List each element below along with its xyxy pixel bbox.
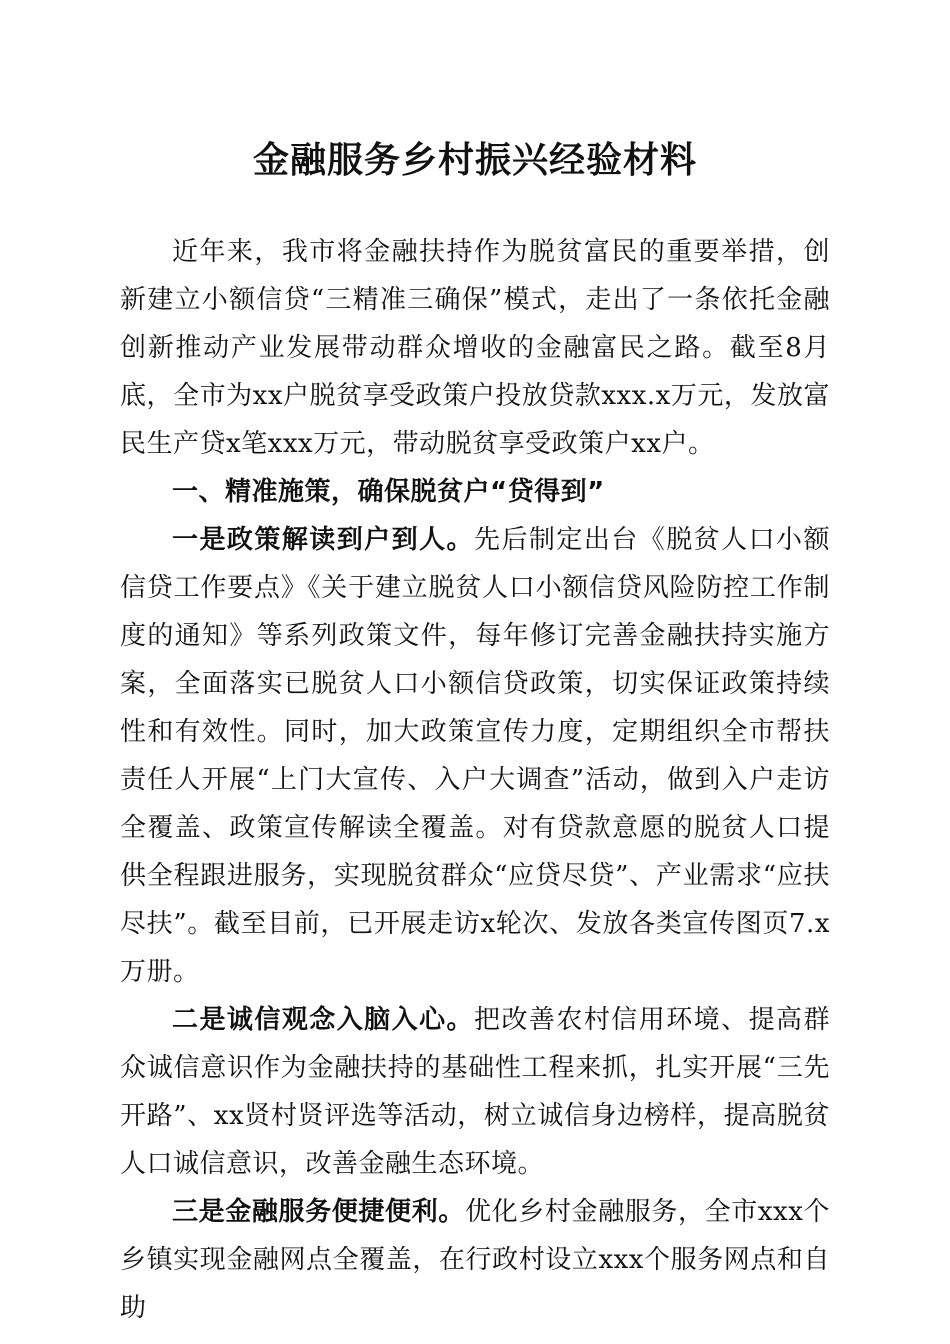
paragraph-integrity — [120, 996, 830, 1188]
document-title: 金融服务乡村振兴经验材料 — [252, 139, 697, 181]
document-body — [120, 228, 830, 1332]
paragraph-service — [120, 1188, 830, 1332]
paragraph-text: 把改善农村信用环境、提高群众诚信意识作为金融扶持的基础性工程来抓，扎实开展“三先开路”、xx贤村贤评选等活动，树立诚信身边榜样，提高脱贫人口诚信意识，改善金融生态环境。 — [120, 1005, 830, 1179]
paragraph-text: 先后制定出台《脱贫人口小额信贷工作要点》《关于建立脱贫人口小额信贷风险防控工作制度的通知》等系列政策文件，每年修订完善金融扶持实施方案，全面落实已脱贫人口小额信贷政策，切实保证政策持续性和有效性。同时，加大政策宣传力度，定期组织全市帮扶责任人开展“上门大宣传、入户大调查”活动，做到入户走访全覆盖、政策宣传解读全覆盖。对有贷款意愿的脱贫人口提供全程跟进服务，实现脱贫群众“应贷尽贷”、产业需求“应扶尽扶”。截至目前，已开展走访x轮次、发放各类宣传图页7.x万册。 — [120, 525, 830, 987]
paragraph-lead: 一是政策解读到户到人。 — [172, 525, 475, 555]
intro-paragraph: 近年来，我市将金融扶持作为脱贫富民的重要举措，创新建立小额信贷“三精准三确保”模式，走出了一条依托金融创新推动产业发展带动群众增收的金融富民之路。截至8月底，全市为xx户脱贫享受政策户投放贷款xxx.x万元，发放富民生产贷x笔xxx万元，带动脱贫享受政策户xx户。 — [120, 237, 830, 459]
paragraph-policy — [120, 516, 830, 996]
section-heading: 一、精准施策，确保脱贫户“贷得到” — [172, 477, 605, 507]
paragraph-text: 优化乡村金融服务，全市xxx个乡镇实现金融网点全覆盖，在行政村设立xxx个服务网点和自助 — [120, 1197, 830, 1323]
paragraph-lead: 二是诚信观念入脑入心。 — [172, 1005, 475, 1035]
paragraph-lead: 三是金融服务便捷便利。 — [172, 1197, 465, 1227]
